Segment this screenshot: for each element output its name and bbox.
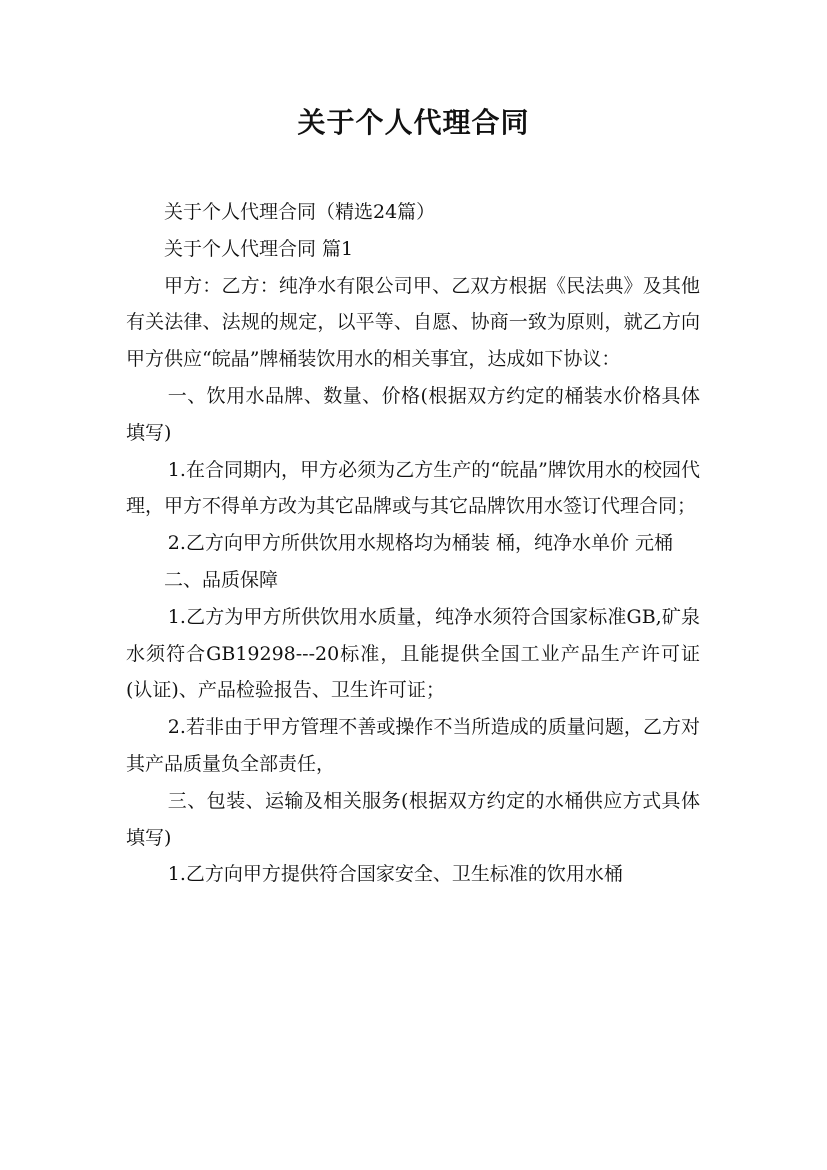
paragraph: 一、饮用水品牌、数量、价格(根据双方约定的桶装水价格具体填写) — [126, 384, 700, 444]
paragraph: 2.若非由于甲方管理不善或操作不当所造成的质量问题，乙方对其产品质量负全部责任， — [126, 716, 700, 775]
section-heading: 二、品质保障 — [164, 568, 279, 591]
paragraph: 三、包装、运输及相关服务(根据双方约定的水桶供应方式具体填写) — [126, 789, 700, 849]
paragraph: 1.在合同期内，甲方必须为乙方生产的“皖晶”牌饮用水的校园代理，甲方不得单方改为其它品牌或与其它品牌饮用水签订代理合同； — [126, 458, 700, 518]
document-body — [126, 194, 700, 893]
paragraph: 1.乙方向甲方提供符合国家安全、卫生标准的饮用水桶 — [167, 863, 623, 886]
paragraph: 2.乙方向甲方所供饮用水规格均为桶装 桶，纯净水单价 元桶 — [167, 532, 674, 555]
paragraph: 关于个人代理合同（精选24篇） — [164, 201, 436, 223]
paragraph: 1.乙方为甲方所供饮用水质量，纯净水须符合国家标准GB,矿泉水须符合GB19298---20标准，且能提供全国工业产品生产许可证(认证)、产品检验报告、卫生许可证； — [126, 605, 700, 702]
paragraph: 甲方：乙方：纯净水有限公司甲、乙双方根据《民法典》及其他有关法律、法规的规定，以平等、自愿、协商一致为原则，就乙方向甲方供应“皖晶”牌桶装饮用水的相关事宜，达成如下协议： — [126, 274, 700, 371]
document-title: 关于个人代理合同 — [297, 106, 530, 139]
paragraph: 关于个人代理合同 篇1 — [164, 237, 354, 260]
